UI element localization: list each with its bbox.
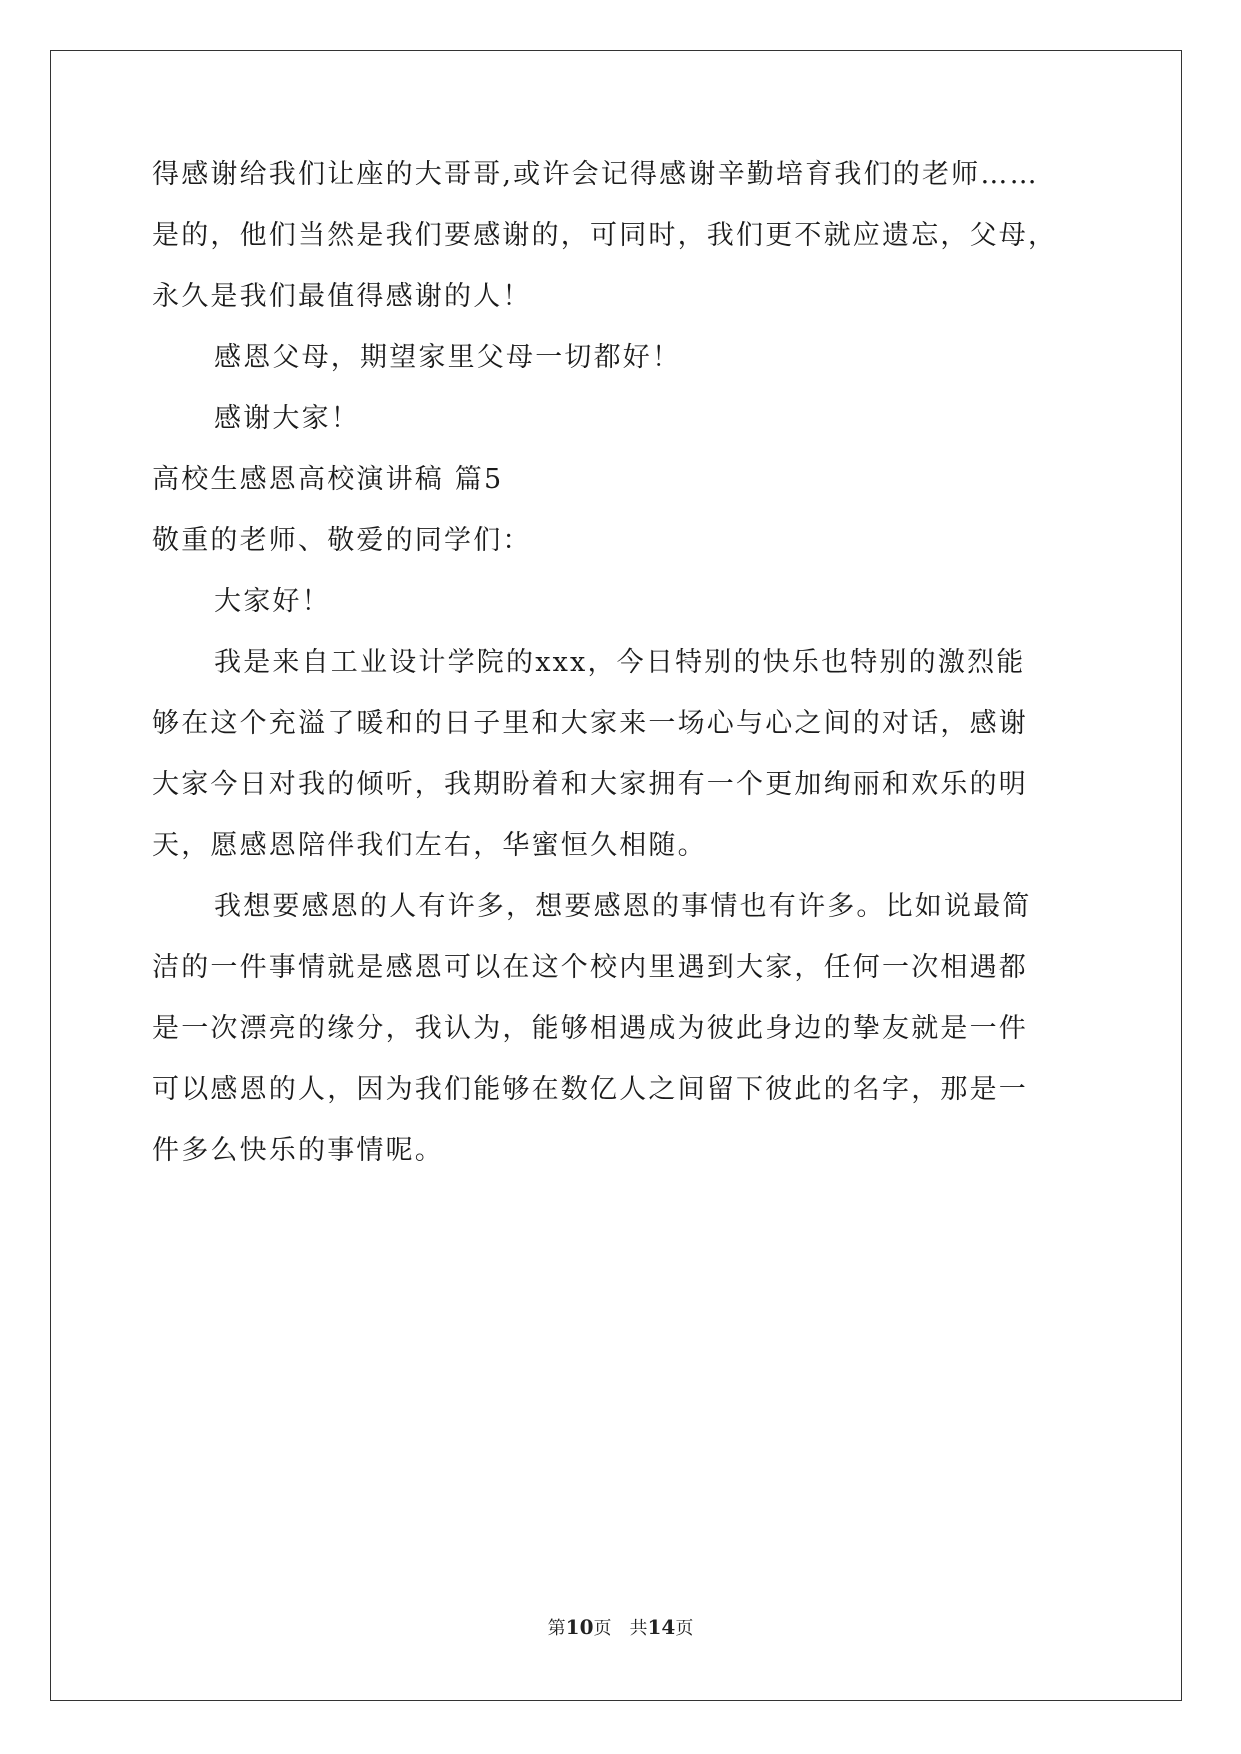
paragraph-line: 是的，他们当然是我们要感谢的，可同时，我们更不就应遗忘，父母， — [152, 220, 1058, 251]
page-total: 14 — [647, 1615, 676, 1639]
document-body — [152, 160, 1088, 1197]
section-heading: 高校生感恩高校演讲稿 篇5 — [152, 464, 504, 495]
page-suffix: 页 — [593, 1618, 612, 1639]
salutation: 敬重的老师、敬爱的同学们： — [152, 525, 532, 556]
greeting: 大家好！ — [214, 586, 331, 617]
paragraph-line: 可以感恩的人，因为我们能够在数亿人之间留下彼此的名字，那是一 — [152, 1074, 1028, 1105]
paragraph-line: 感恩父母，期望家里父母一切都好！ — [214, 342, 682, 373]
page-prefix: 第 — [547, 1618, 566, 1639]
paragraph-line: 感谢大家！ — [214, 403, 360, 434]
page-footer — [0, 1614, 1241, 1640]
paragraph-line: 我是来自工业设计学院的xxx，今日特别的快乐也特别的激烈能 — [214, 647, 1026, 678]
paragraph-line: 够在这个充溢了暖和的日子里和大家来一场心与心之间的对话，感谢 — [152, 708, 1028, 739]
paragraph-line: 是一次漂亮的缘分，我认为，能够相遇成为彼此身边的挚友就是一件 — [152, 1013, 1028, 1044]
paragraph-line: 得感谢给我们让座的大哥哥,或许会记得感谢辛勤培育我们的老师…… — [152, 159, 1039, 190]
total-prefix: 共 — [629, 1618, 648, 1639]
paragraph-line: 我想要感恩的人有许多，想要感恩的事情也有许多。比如说最简 — [214, 891, 1032, 922]
paragraph-line: 天，愿感恩陪伴我们左右，华蜜恒久相随。 — [152, 830, 707, 861]
paragraph-line: 大家今日对我的倾听，我期盼着和大家拥有一个更加绚丽和欢乐的明 — [152, 769, 1028, 800]
paragraph-line: 件多么快乐的事情呢。 — [152, 1135, 444, 1166]
paragraph-line: 永久是我们最值得感谢的人！ — [152, 281, 532, 312]
paragraph-line: 洁的一件事情就是感恩可以在这个校内里遇到大家，任何一次相遇都 — [152, 952, 1028, 983]
page-current: 10 — [565, 1615, 594, 1639]
total-suffix: 页 — [675, 1618, 694, 1639]
